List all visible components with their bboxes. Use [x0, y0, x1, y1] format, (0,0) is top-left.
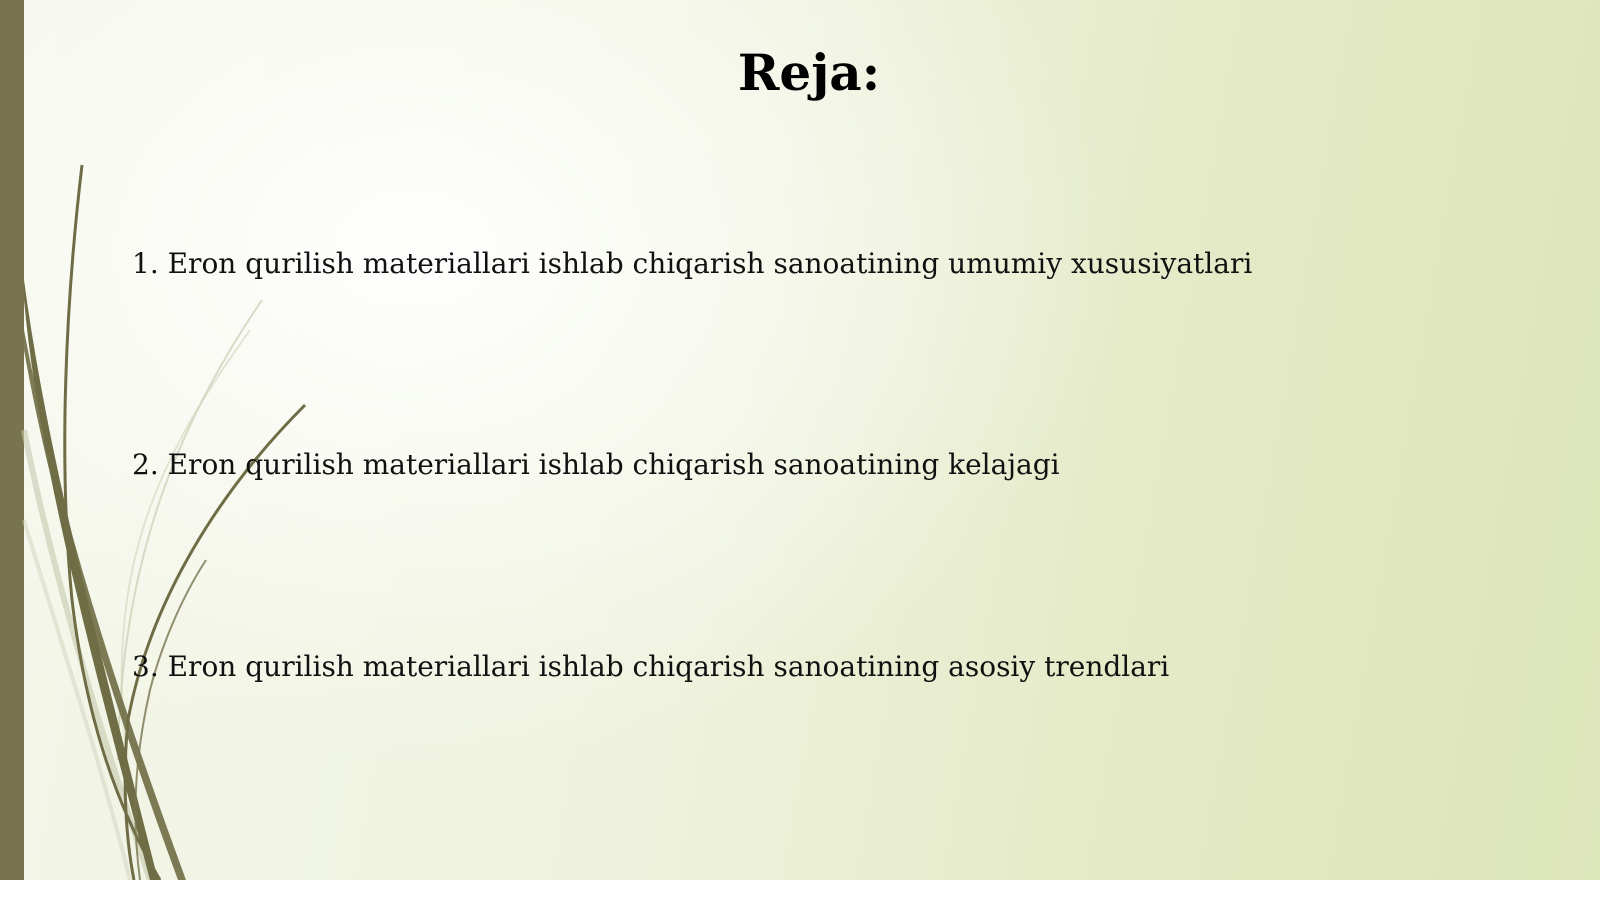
grass-blades-icon — [0, 0, 340, 880]
plan-item-2: 2. Eron qurilish materiallari ishlab chiqarish sanoatining kelajagi — [132, 448, 1060, 481]
plan-item-1: 1. Eron qurilish materiallari ishlab chiqarish sanoatining umumiy xususiyatlari — [132, 247, 1253, 280]
slide-title: Reja: — [737, 43, 881, 102]
plan-item-3: 3. Eron qurilish materiallari ishlab chiqarish sanoatining asosiy trendlari — [132, 650, 1170, 683]
bottom-strip — [0, 880, 1600, 899]
